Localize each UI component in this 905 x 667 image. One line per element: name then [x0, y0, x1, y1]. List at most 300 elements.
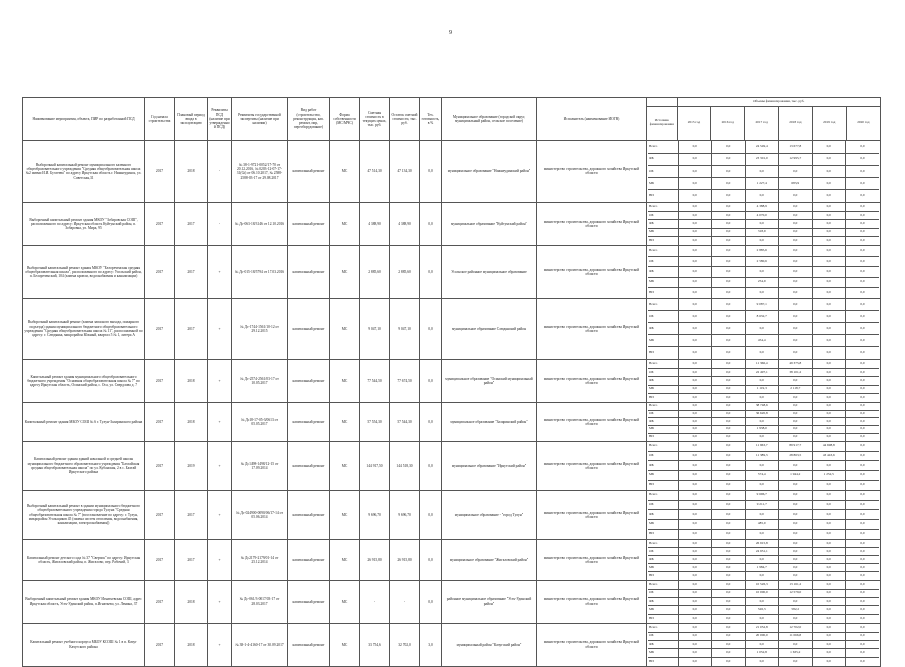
financing-value: 0,0 — [779, 548, 813, 556]
financing-value: 21 052,8 — [745, 624, 779, 632]
financing-value: 0,0 — [712, 548, 746, 556]
financing-value: 0,0 — [812, 347, 846, 359]
financing-value: 0,0 — [860, 434, 865, 439]
financing-source: ФБ — [648, 597, 678, 605]
financing-value: 0,0 — [678, 323, 712, 335]
financing-value: 0,0 — [678, 228, 712, 236]
row-estimate-cost: 2 885,60 — [360, 245, 390, 298]
financing-row — [648, 393, 879, 401]
financing-value: 0,0 — [678, 403, 712, 411]
row-executor: министерство строительства, дорожного хозяйства Иркутской области — [537, 245, 647, 298]
financing-value: 0,0 — [745, 597, 779, 605]
financing-value: 0,0 — [745, 377, 779, 385]
row-readiness: 0,0 — [420, 539, 442, 580]
financing-source: МБ — [648, 649, 678, 657]
financing-value: 0,0 — [779, 299, 813, 311]
financing-value: 0,0 — [678, 256, 712, 266]
financing-value: 0,0 — [860, 658, 865, 663]
header-name: Наименование мероприятия, объекта, ПИР по разработанной ПСД — [23, 98, 145, 141]
financing-value: 0,0 — [678, 614, 712, 622]
row-name: Выборочный капитальный ремонт здания МКОУ Игнатьевская СОШ, адрес Иркутская область, Усть-Удинский район, п.Игнатьево, ул. Ленина, 37 — [23, 580, 145, 623]
financing-value: 0,0 — [846, 606, 880, 614]
financing-value: 0,0 — [678, 299, 712, 311]
row-year-end: 2018 — [175, 623, 208, 666]
financing-row — [648, 256, 879, 266]
financing-source: ОБ — [648, 165, 678, 177]
financing-row — [648, 323, 879, 335]
financing-value: 12 995,7 — [779, 153, 813, 165]
financing-source: Всего — [648, 624, 678, 632]
financing-value: 0,0 — [712, 360, 746, 368]
financing-value: 0,0 — [712, 237, 746, 245]
row-name: Выборочный капитальный ремонт в здании муниципального бюджетного общеобразовательного учреждения города Тулуна "Средняя общеобразовательная школа № 7" (восстановление по адресу: г. Тулун, микрорайон Угольщиков 45 (замена систем отопления, водоснабжения, канализации, электроснабжения)) — [23, 490, 145, 539]
financing-value: 0,0 — [846, 491, 880, 501]
financing-value: 0,0 — [712, 277, 746, 287]
financing-source: ВИ — [648, 287, 678, 297]
financing-value: 0,0 — [779, 347, 813, 359]
financing-value: 0,0 — [860, 394, 865, 399]
financing-source: ОБ — [648, 211, 678, 219]
table-row — [23, 141, 881, 203]
row-name: Выборочный капитальный ремонт (замена запасного выхода, пожарного подъезда) здания муниципального бюджетного общеобразовательного учреждения "Средняя общеобразовательная школа № 11", расположенной по адресу: г. Слюдянка, микрорайон Южный, квартал 5 № 1, литера А — [23, 298, 145, 359]
financing-row — [648, 153, 879, 165]
row-executor: министерство строительства, дорожного хозяйства Иркутской области — [537, 623, 647, 666]
financing-value: 0,0 — [812, 246, 846, 256]
financing-value: 0,0 — [712, 203, 746, 211]
financing-value: 0,0 — [779, 403, 813, 411]
financing-value: 43 443,6 — [812, 451, 846, 461]
row-year-start: 2017 — [145, 402, 175, 441]
financing-value: 0,0 — [678, 410, 712, 418]
financing-value: 0,0 — [712, 500, 746, 510]
financing-value: 0,0 — [846, 471, 880, 481]
financing-value: 0,0 — [745, 556, 779, 564]
financing-value: 574,4 — [745, 471, 779, 481]
financing-source: МБ — [648, 335, 678, 347]
financing-value: 0,0 — [779, 426, 813, 434]
financing-value: 0,0 — [779, 510, 813, 520]
financing-source: ФБ — [648, 510, 678, 520]
financing-value: 0,0 — [812, 606, 846, 614]
financing-value: 0,0 — [812, 237, 846, 245]
financing-value: 1 984,7 — [745, 564, 779, 572]
financing-value: 23 301,0 — [745, 153, 779, 165]
financing-value: 0,0 — [712, 589, 746, 597]
financing-value: 0,0 — [712, 572, 746, 580]
financing-row — [648, 500, 879, 510]
row-financing — [647, 141, 881, 203]
financing-value: 0,0 — [712, 556, 746, 564]
financing-value: 0,0 — [779, 640, 813, 648]
financing-value: 0,0 — [712, 433, 746, 441]
financing-source: МБ — [648, 520, 678, 530]
financing-value: 0,0 — [846, 581, 880, 589]
financing-value: 0,0 — [812, 203, 846, 211]
financing-source: ВИ — [648, 657, 678, 665]
financing-source: ВИ — [648, 393, 678, 401]
header-year-start: Год начала строительства — [145, 98, 175, 141]
row-executor: министерство строительства, дорожного хозяйства Иркутской области — [537, 580, 647, 623]
row-readiness: 0,0 — [420, 359, 442, 402]
financing-row — [648, 556, 879, 564]
financing-row — [648, 606, 879, 614]
financing-value: 0,0 — [779, 520, 813, 530]
financing-value: 0,0 — [779, 657, 813, 665]
financing-row — [648, 529, 879, 539]
financing-value: 9 087,1 — [745, 299, 779, 311]
financing-value: 0,0 — [812, 323, 846, 335]
financing-source: ОБ — [648, 368, 678, 376]
financing-value: 0,0 — [846, 632, 880, 640]
financing-value: 44 698,8 — [812, 442, 846, 452]
row-year-end: 2017 — [175, 202, 208, 245]
row-readiness: 0,0 — [420, 141, 442, 203]
financing-value: 4 388,9 — [745, 203, 779, 211]
financing-value: 0,0 — [712, 347, 746, 359]
financing-row — [648, 203, 879, 211]
row-estimate-cost: 144 917,50 — [360, 441, 390, 490]
financing-value: 38 748,6 — [745, 403, 779, 411]
row-estimate-cost: 77 544,50 — [360, 359, 390, 402]
row-executor: министерство строительства, дорожного хозяйства Иркутской области — [537, 298, 647, 359]
row-municipality: муниципальное образование "Куйтунский район" — [442, 202, 537, 245]
financing-source: ВИ — [648, 433, 678, 441]
financing-value: 20 000,0 — [745, 632, 779, 640]
financing-source: ФБ — [648, 556, 678, 564]
financing-source: МБ — [648, 471, 678, 481]
financing-source: Всего — [648, 299, 678, 311]
header-work-type: Вид работ (строительство, реконструкция, кап. ремонт, пир, переоборудование) — [288, 98, 330, 141]
financing-value: 0,0 — [779, 433, 813, 441]
financing-row — [648, 433, 879, 441]
financing-source: ОБ — [648, 311, 678, 323]
financing-value: 0,0 — [846, 228, 880, 236]
financing-value: 0,0 — [745, 220, 779, 228]
row-name: Капитальный ремонт здания муниципального общеобразовательного бюджетного учреждения "Основная общеобразовательная школа № 7" по адресу Иркутская область, Осинский район, с. Оса, ул. Свердлова д. 7 — [23, 359, 145, 402]
financing-value: 0,0 — [678, 267, 712, 277]
row-property-form: МС — [330, 298, 360, 359]
financing-value: 0,0 — [846, 256, 880, 266]
row-financing — [647, 402, 881, 441]
financing-value: 0,0 — [812, 368, 846, 376]
financing-value: 0,0 — [846, 323, 880, 335]
row-remaining-cost: 77 674,50 — [390, 359, 420, 402]
financing-value: 0,0 — [712, 311, 746, 323]
financing-value: 0,0 — [846, 277, 880, 287]
financing-value: 0,0 — [846, 267, 880, 277]
row-name: Капитальный ремонт здания МБОУ СОШ № 6 г. Тулун-Заларинского района — [23, 402, 145, 441]
financing-value: 0,0 — [678, 385, 712, 393]
financing-value: 26 915,8 — [745, 540, 779, 548]
financing-value: 0,0 — [812, 597, 846, 605]
financing-source: ФБ — [648, 640, 678, 648]
financing-value: 0,0 — [712, 581, 746, 589]
financing-grid — [648, 491, 879, 539]
financing-value: 0,0 — [846, 335, 880, 347]
row-work-type: капитальный ремонт — [288, 402, 330, 441]
row-year-end: 2018 — [175, 402, 208, 441]
row-year-start: 2017 — [145, 539, 175, 580]
financing-value: 0,0 — [812, 360, 846, 368]
row-year-start: 2017 — [145, 359, 175, 402]
financing-value: 0,0 — [812, 211, 846, 219]
financing-value: 0,0 — [846, 500, 880, 510]
financing-value: 0,0 — [712, 471, 746, 481]
financing-value: 0,0 — [678, 520, 712, 530]
financing-value: 0,0 — [846, 410, 880, 418]
header-source: Источник финансирования — [647, 106, 677, 140]
financing-value: 0,0 — [812, 418, 846, 426]
financing-source: Всего — [648, 360, 678, 368]
financing-value: 0,0 — [712, 520, 746, 530]
row-approval: + — [208, 359, 232, 402]
row-readiness: 3,0 — [420, 623, 442, 666]
financing-value: 1 227,4 — [745, 178, 779, 190]
row-year-start: 2017 — [145, 490, 175, 539]
row-financing — [647, 623, 881, 666]
header-property-form: Форма собственности (МС/МЧС) — [330, 98, 360, 141]
financing-value: 0,0 — [779, 228, 813, 236]
row-municipality: муниципальное образование "Иркутский район" — [442, 441, 537, 490]
row-remaining-cost: 57 544,30 — [390, 402, 420, 441]
financing-value: 13 677,8 — [779, 141, 813, 153]
financing-value: 0,0 — [812, 299, 846, 311]
financing-value: 1 944,2 — [779, 471, 813, 481]
financing-value: 0,0 — [712, 606, 746, 614]
financing-row — [648, 624, 879, 632]
financing-source: Всего — [648, 246, 678, 256]
financing-value: 0,0 — [745, 287, 779, 297]
table-row — [23, 245, 881, 298]
financing-row — [648, 657, 879, 665]
row-readiness: 0,0 — [420, 245, 442, 298]
row-municipality: муниципальное образование Слюдянский район — [442, 298, 537, 359]
financing-value: 0,0 — [812, 572, 846, 580]
financing-source: МБ — [648, 277, 678, 287]
financing-value: 28 863,5 — [779, 451, 813, 461]
financing-value: 0,0 — [678, 510, 712, 520]
financing-source: ВИ — [648, 614, 678, 622]
financing-value: 0,0 — [712, 393, 746, 401]
financing-value: 0,0 — [779, 529, 813, 539]
row-executor: министерство строительства, дорожного хозяйства Иркутской области — [537, 402, 647, 441]
row-approval: + — [208, 245, 232, 298]
row-remaining-cost: 9 047,10 — [390, 298, 420, 359]
financing-value: 254,9 — [745, 277, 779, 287]
financing-source: ОБ — [648, 451, 678, 461]
financing-value: 0,0 — [860, 350, 865, 355]
row-readiness: 0,0 — [420, 580, 442, 623]
row-remaining-cost: 144 518,30 — [390, 441, 420, 490]
financing-value: 0,0 — [846, 403, 880, 411]
row-state-exam: № Дс-061/3-0017/03-17 от 28.03.2017 — [232, 580, 288, 623]
header-executor: Исполнитель (наименование ИОГВ) — [537, 98, 647, 141]
financing-value: 0,0 — [779, 211, 813, 219]
financing-row — [648, 426, 879, 434]
financing-value: 0,0 — [712, 220, 746, 228]
financing-source: Всего — [648, 403, 678, 411]
financing-value: 0,0 — [812, 520, 846, 530]
financing-value: 0,0 — [678, 220, 712, 228]
row-property-form: МС — [330, 359, 360, 402]
row-executor: министерство строительства, дорожного хозяйства Иркутской области — [537, 490, 647, 539]
financing-value: 0,0 — [812, 165, 846, 177]
row-state-exam: № Дс-2574-2561/03-17 от 10.05.2017 — [232, 359, 288, 402]
financing-value: 24 931,1 — [745, 548, 779, 556]
row-municipality: районное муниципальное образование "Усть-Удинский район" — [442, 580, 537, 623]
financing-source: ВИ — [648, 572, 678, 580]
financing-source: ВИ — [648, 347, 678, 359]
row-property-form: МС — [330, 490, 360, 539]
financing-row — [648, 385, 879, 393]
financing-value: 0,0 — [846, 418, 880, 426]
financing-source: Всего — [648, 141, 678, 153]
financing-row — [648, 572, 879, 580]
financing-value: 10 526,3 — [745, 581, 779, 589]
financing-row — [648, 649, 879, 657]
row-name: Выборочный капитальный ремонт муниципального казенного общеобразовательного учреждения "Средняя общеобразовательная школа №2 имени И.И. Бухтеева" по адресу Иркутская область г. Нижнеудинск, ул. Советская,31 — [23, 141, 145, 203]
header-readiness: Тех. готовность, в % — [420, 98, 442, 141]
financing-value: 89 917,7 — [779, 442, 813, 452]
row-financing — [647, 202, 881, 245]
row-year-end: 2018 — [175, 359, 208, 402]
row-executor: министерство строительства, дорожного хозяйства Иркутской области — [537, 202, 647, 245]
financing-value: 1 938,0 — [745, 426, 779, 434]
row-year-end: 2019 — [175, 441, 208, 490]
page-number: 9 — [449, 30, 452, 36]
financing-value: 0,0 — [812, 589, 846, 597]
financing-value: 0,0 — [712, 597, 746, 605]
row-approval: - — [208, 202, 232, 245]
row-approval: + — [208, 623, 232, 666]
financing-row — [648, 640, 879, 648]
row-property-form: МС — [330, 141, 360, 203]
financing-value: 13 161,2 — [779, 581, 813, 589]
financing-row — [648, 335, 879, 347]
financing-value: 0,0 — [846, 624, 880, 632]
financing-value: 49 375,8 — [779, 360, 813, 368]
financing-source: ВИ — [648, 190, 678, 202]
row-municipality: муниципальное образование - "город Тулун" — [442, 490, 537, 539]
row-readiness: 0,0 — [420, 298, 442, 359]
header-year: 2017 год — [745, 106, 779, 140]
financing-value: 0,0 — [678, 153, 712, 165]
financing-value: 22 497,1 — [745, 368, 779, 376]
financing-value: 0,0 — [812, 228, 846, 236]
row-readiness: 0,0 — [420, 441, 442, 490]
financing-value: 0,0 — [678, 657, 712, 665]
financing-source: МБ — [648, 606, 678, 614]
row-executor: министерство строительства, дорожного хозяйства Иркутской области — [537, 539, 647, 580]
financing-value: 0,0 — [678, 572, 712, 580]
financing-value: 0,0 — [860, 290, 865, 294]
financing-value: 0,0 — [846, 461, 880, 471]
financing-row — [648, 246, 879, 256]
row-readiness: 0,0 — [420, 202, 442, 245]
financing-value: 0,0 — [678, 597, 712, 605]
row-year-start: 2017 — [145, 298, 175, 359]
financing-row — [648, 540, 879, 548]
financing-value: 0,0 — [812, 581, 846, 589]
financing-value: 0,0 — [678, 393, 712, 401]
financing-source: ОБ — [648, 410, 678, 418]
row-remaining-cost: 9 696,70 — [390, 490, 420, 539]
financing-value: 0,0 — [812, 529, 846, 539]
row-name: Выборочный капитальный ремонт здания МКОУ "Белореченская средняя общеобразовательная школа", расположенного по адресу: Усольский район, п. Белореченский, 104 (замена кровли, водоснабжения и канализации) — [23, 245, 145, 298]
financing-value: 0,0 — [846, 640, 880, 648]
row-municipality: муниципальный район "Качугский район" — [442, 623, 537, 666]
financing-value: 0,0 — [846, 360, 880, 368]
financing-value: 0,0 — [745, 165, 779, 177]
row-approval: + — [208, 402, 232, 441]
row-municipality: Усольское районное муниципальное образование — [442, 245, 537, 298]
financing-value: 0,0 — [860, 615, 865, 620]
financing-value: 0,0 — [812, 614, 846, 622]
financing-row — [648, 564, 879, 572]
row-approval: + — [208, 298, 232, 359]
financing-value: 0,0 — [712, 410, 746, 418]
financing-value: 10 000,0 — [745, 589, 779, 597]
row-year-start: 2017 — [145, 580, 175, 623]
financing-grid — [648, 203, 879, 245]
row-state-exam: № Дс2179-2179/01-14 от 25.12.2014 — [232, 539, 288, 580]
financing-value: 0,0 — [678, 426, 712, 434]
financing-value: 0,0 — [812, 287, 846, 297]
financing-row — [648, 287, 879, 297]
financing-value: 0,0 — [678, 377, 712, 385]
table-row — [23, 490, 881, 539]
row-property-form: МС — [330, 402, 360, 441]
row-financing — [647, 245, 881, 298]
financing-value: 0,0 — [712, 256, 746, 266]
table-row — [23, 580, 881, 623]
row-work-type: капитальный ремонт — [288, 141, 330, 203]
financing-source: ОБ — [648, 256, 678, 266]
financing-value: 0,0 — [678, 540, 712, 548]
financing-source: ФБ — [648, 461, 678, 471]
financing-value: 0,0 — [712, 211, 746, 219]
financing-value: 0,0 — [712, 153, 746, 165]
financing-value: 11 366,4 — [745, 360, 779, 368]
financing-row — [648, 360, 879, 368]
financing-value: 0,0 — [712, 287, 746, 297]
financing-value: 0,0 — [712, 246, 746, 256]
financing-value: 0,0 — [812, 377, 846, 385]
financing-row — [648, 178, 879, 190]
row-state-exam: № Дс1498-1498/12-15 от 17.09.2014 — [232, 441, 288, 490]
investment-table — [22, 97, 881, 667]
row-approval: + — [208, 580, 232, 623]
financing-value: 0,0 — [712, 190, 746, 202]
financing-value: 0,0 — [779, 190, 813, 202]
financing-value: 0,0 — [846, 203, 880, 211]
row-work-type: капитальный ремонт — [288, 490, 330, 539]
financing-value: 0,0 — [812, 277, 846, 287]
row-estimate-cost: 9 696,70 — [360, 490, 390, 539]
financing-value: 0,0 — [846, 564, 880, 572]
financing-grid — [648, 442, 879, 490]
row-state-exam: № Дс-024900-0090/06/17-14 от 05.06.2014 — [232, 490, 288, 539]
row-estimate-cost: 4 388,90 — [360, 202, 390, 245]
row-year-end: 2018 — [175, 141, 208, 203]
financing-value: 0,0 — [712, 323, 746, 335]
financing-value: 11 389,3 — [745, 451, 779, 461]
financing-value: 0,0 — [712, 385, 746, 393]
financing-value: 0,0 — [812, 540, 846, 548]
financing-value: 0,0 — [779, 393, 813, 401]
financing-value: 0,0 — [846, 548, 880, 556]
row-name: Капитальный ремонт учебного корпуса МБОУ КСОШ № 1 в п. Качуг Качугского района — [23, 623, 145, 666]
